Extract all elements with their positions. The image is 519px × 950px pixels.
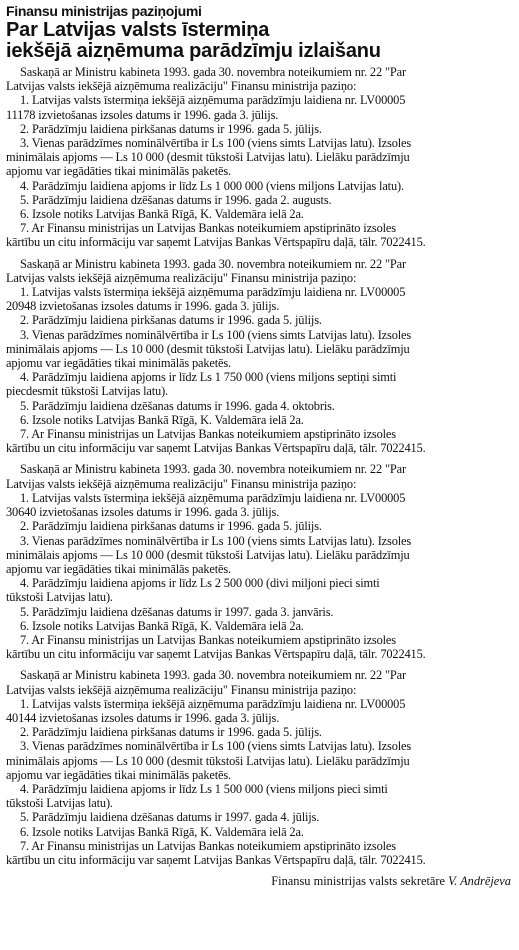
notice-line: 7. Ar Finansu ministrijas un Latvijas Bankas noteikumiem apstiprināto izsoles [20,838,396,853]
notice-line: 3. Vienas parādzīmes nominālvērtība ir Ls 100 (viens simts Latvijas latu). Izsoles [20,327,412,342]
notice-line: kārtību un citu informāciju var saņemt Latvijas Bankas Vērtspapīru daļā, tālr. 7022415. [6,852,426,867]
notice-line: 1. Latvijas valsts īstermiņa iekšējā aizņēmuma parādzīmju laidiena nr. LV00005 [20,490,406,505]
notice-line: 40144 izvietošanas izsoles datums ir 1996. gada 3. jūlijs. [6,710,280,725]
signature-name: V. Andrējeva [448,874,511,889]
notice-line: 6. Izsole notiks Latvijas Bankā Rīgā, K. Valdemāra ielā 2a. [20,412,304,427]
notice-line: 4. Parādzīmju laidiena apjoms ir līdz Ls 1 500 000 (viens miljons pieci simti [20,781,388,796]
notice-line: 1. Latvijas valsts īstermiņa iekšējā aizņēmuma parādzīmju laidiena nr. LV00005 [20,696,406,711]
notice-block [6,65,513,250]
notice-line: apjomu var iegādāties tikai minimālās paketēs. [6,767,232,782]
notice-line: 4. Parādzīmju laidiena apjoms ir līdz Ls 1 000 000 (viens miljons Latvijas latu). [20,178,404,193]
notice-line: piecdesmit tūkstoši Latvijas latu). [6,384,168,399]
notice-line: Saskaņā ar Ministru kabineta 1993. gada 30. novembra noteikumiem nr. 22 "Par [20,65,406,79]
notice-line: 2. Parādzīmju laidiena pirkšanas datums ir 1996. gada 5. jūlijs. [20,121,322,136]
notice-line: Latvijas valsts iekšējā aizņēmuma realizāciju" Finansu ministrija paziņo: [6,476,357,491]
notice-line: apjomu var iegādāties tikai minimālās paketēs. [6,356,232,371]
notice-line: 2. Parādzīmju laidiena pirkšanas datums ir 1996. gada 5. jūlijs. [20,313,322,328]
notice-line: 2. Parādzīmju laidiena pirkšanas datums ir 1996. gada 5. jūlijs. [20,519,322,534]
notice-line: kārtību un citu informāciju var saņemt Latvijas Bankas Vērtspapīru daļā, tālr. 7022415. [6,235,426,250]
notice-line: 4. Parādzīmju laidiena apjoms ir līdz Ls 1 750 000 (viens miljons septiņi simti [20,370,397,385]
notice-line: minimālais apjoms — Ls 10 000 (desmit tūkstoši Latvijas latu). Lielāku parādzīmju [6,547,410,562]
notice-line: 20948 izvietošanas izsoles datums ir 1996. gada 3. jūlijs. [6,299,280,314]
signature-line [6,874,513,888]
notice-line: 5. Parādzīmju laidiena dzēšanas datums ir 1996. gada 4. oktobris. [20,398,335,413]
notice-line: minimālais apjoms — Ls 10 000 (desmit tūkstoši Latvijas latu). Lielāku parādzīmju [6,341,410,356]
notice-line: apjomu var iegādāties tikai minimālās paketēs. [6,561,232,576]
notice-block [6,668,513,867]
notice-line: 1. Latvijas valsts īstermiņa iekšējā aizņēmuma parādzīmju laidiena nr. LV00005 [20,93,406,108]
notice-line: 30640 izvietošanas izsoles datums ir 1996. gada 3. jūlijs. [6,505,280,520]
notice-block [6,257,513,456]
notice-line: Latvijas valsts iekšējā aizņēmuma realizāciju" Finansu ministrija paziņo: [6,682,357,697]
notice-line: 1. Latvijas valsts īstermiņa iekšējā aizņēmuma parādzīmju laidiena nr. LV00005 [20,285,406,300]
notice-line: kārtību un citu informāciju var saņemt Latvijas Bankas Vērtspapīru daļā, tālr. 7022415. [6,441,426,456]
section-kicker: Finansu ministrijas paziņojumi [6,3,202,19]
notice-line: apjomu var iegādāties tikai minimālās paketēs. [6,164,232,179]
notice-line: 3. Vienas parādzīmes nominālvērtība ir Ls 100 (viens simts Latvijas latu). Izsoles [20,533,412,548]
notice-line: 7. Ar Finansu ministrijas un Latvijas Bankas noteikumiem apstiprināto izsoles [20,221,396,236]
notice-line: Saskaņā ar Ministru kabineta 1993. gada 30. novembra noteikumiem nr. 22 "Par [20,668,406,683]
notice-line: tūkstoši Latvijas latu). [6,796,113,811]
notice-line: 5. Parādzīmju laidiena dzēšanas datums ir 1997. gada 3. janvāris. [20,604,334,619]
notice-line: 7. Ar Finansu ministrijas un Latvijas Bankas noteikumiem apstiprināto izsoles [20,427,396,442]
notice-line: minimālais apjoms — Ls 10 000 (desmit tūkstoši Latvijas latu). Lielāku parādzīmju [6,150,410,165]
notice-line: 4. Parādzīmju laidiena apjoms ir līdz Ls 2 500 000 (divi miljoni pieci simti [20,576,380,591]
notice-line: Latvijas valsts iekšējā aizņēmuma realizāciju" Finansu ministrija paziņo: [6,270,357,285]
article-headline [6,20,513,62]
notices-container [6,65,513,867]
notice-line: 6. Izsole notiks Latvijas Bankā Rīgā, K. Valdemāra ielā 2a. [20,618,304,633]
notice-line: Latvijas valsts iekšējā aizņēmuma realizāciju" Finansu ministrija paziņo: [6,79,357,94]
notice-line: minimālais apjoms — Ls 10 000 (desmit tūkstoši Latvijas latu). Lielāku parādzīmju [6,753,410,768]
notice-line: Saskaņā ar Ministru kabineta 1993. gada 30. novembra noteikumiem nr. 22 "Par [20,256,406,271]
notice-line: tūkstoši Latvijas latu). [6,590,113,605]
notice-block [6,462,513,661]
notice-line: 3. Vienas parādzīmes nominālvērtība ir Ls 100 (viens simts Latvijas latu). Izsoles [20,739,412,754]
notice-line: 3. Vienas parādzīmes nominālvērtība ir Ls 100 (viens simts Latvijas latu). Izsoles [20,136,412,151]
notice-line: 6. Izsole notiks Latvijas Bankā Rīgā, K. Valdemāra ielā 2a. [20,207,304,222]
notice-line: 2. Parādzīmju laidiena pirkšanas datums ir 1996. gada 5. jūlijs. [20,725,322,740]
notice-line: 5. Parādzīmju laidiena dzēšanas datums ir 1997. gada 4. jūlijs. [20,810,320,825]
notice-line: 6. Izsole notiks Latvijas Bankā Rīgā, K. Valdemāra ielā 2a. [20,824,304,839]
headline-line-1: Par Latvijas valsts īstermiņa [6,19,270,41]
signature-title: Finansu ministrijas valsts sekretāre [271,874,449,889]
notice-line: Saskaņā ar Ministru kabineta 1993. gada 30. novembra noteikumiem nr. 22 "Par [20,462,406,477]
notice-line: kārtību un citu informāciju var saņemt Latvijas Bankas Vērtspapīru daļā, tālr. 7022415. [6,647,426,662]
notice-line: 5. Parādzīmju laidiena dzēšanas datums ir 1996. gada 2. augusts. [20,192,332,207]
notice-line: 7. Ar Finansu ministrijas un Latvijas Bankas noteikumiem apstiprināto izsoles [20,632,396,647]
notice-line: 11178 izvietošanas izsoles datums ir 1996. gada 3. jūlijs. [6,107,279,122]
headline-line-2: iekšējā aizņēmuma parādzīmju izlaišanu [6,40,381,62]
